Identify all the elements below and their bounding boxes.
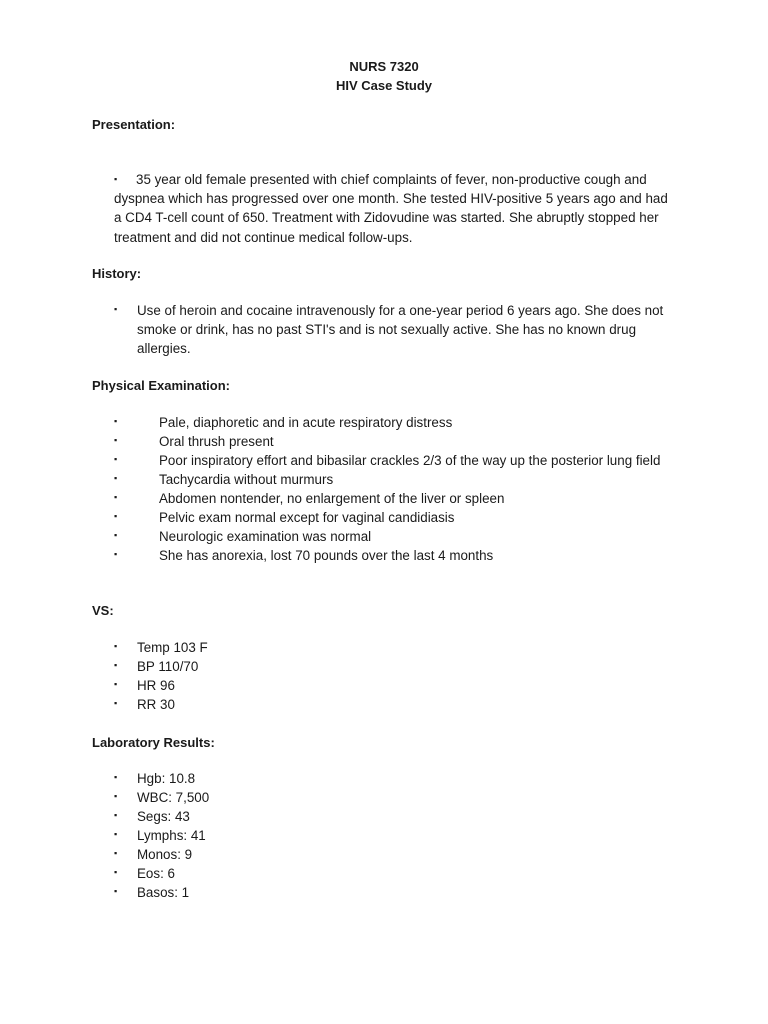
list-item-text: Tachycardia without murmurs — [159, 472, 334, 487]
bullet-icon: ▪ — [114, 848, 118, 858]
list-item-text: Segs: 43 — [137, 809, 190, 824]
list-item — [114, 845, 537, 864]
list-item — [114, 301, 677, 358]
list-item — [114, 413, 679, 432]
bullet-icon: ▪ — [114, 304, 118, 314]
list-item — [114, 508, 679, 527]
bullet-icon: ▪ — [114, 641, 118, 651]
presentation-text: 35 year old female presented with chief complaints of fever, non-productive cough and dyspnea which has progressed over one month. She tested HIV-positive 5 years ago and had a CD4 T-cell count of 650. Treatment with Zidovudine was started. She abruptly stopped her treatment and did not continue medical follow-ups. — [114, 172, 668, 245]
list-item-text: BP 110/70 — [137, 659, 199, 674]
bullet-icon: ▪ — [114, 772, 118, 782]
bullet-icon: ▪ — [114, 454, 118, 464]
history-list — [114, 301, 677, 358]
list-item-text: Poor inspiratory effort and bibasilar crackles 2/3 of the way up the posterior lung field — [159, 453, 661, 468]
lab-results-list — [114, 769, 537, 902]
bullet-icon: ▪ — [114, 174, 118, 184]
list-item — [114, 676, 537, 695]
presentation-heading: Presentation: — [92, 117, 176, 132]
list-item — [114, 489, 679, 508]
physical-exam-heading: Physical Examination: — [92, 378, 230, 393]
list-item — [114, 527, 679, 546]
list-item — [114, 826, 537, 845]
bullet-icon: ▪ — [114, 660, 118, 670]
bullet-icon: ▪ — [114, 698, 118, 708]
document-title: HIV Case Study — [335, 78, 433, 93]
list-item-text: Abdomen nontender, no enlargement of the liver or spleen — [159, 491, 505, 506]
bullet-icon: ▪ — [114, 679, 118, 689]
list-item-text: Monos: 9 — [137, 847, 193, 862]
list-item-text: She has anorexia, lost 70 pounds over the last 4 months — [159, 548, 494, 563]
list-item-text: HR 96 — [137, 678, 175, 693]
bullet-icon: ▪ — [114, 829, 118, 839]
list-item — [114, 638, 537, 657]
bullet-icon: ▪ — [114, 791, 118, 801]
list-item — [114, 864, 537, 883]
list-item — [114, 807, 537, 826]
list-item — [114, 451, 679, 470]
list-item-text: RR 30 — [137, 697, 175, 712]
bullet-icon: ▪ — [114, 435, 118, 445]
course-title: NURS 7320 — [349, 59, 419, 74]
list-item-text: Temp 103 F — [137, 640, 208, 655]
bullet-icon: ▪ — [114, 886, 118, 896]
vital-signs-list — [114, 638, 537, 714]
list-item — [114, 695, 537, 714]
list-item — [114, 657, 537, 676]
bullet-icon: ▪ — [114, 492, 118, 502]
list-item — [114, 470, 679, 489]
list-item-text: Eos: 6 — [137, 866, 175, 881]
list-item — [114, 883, 537, 902]
bullet-icon: ▪ — [114, 530, 118, 540]
list-item-text: Hgb: 10.8 — [137, 771, 196, 786]
list-item-text: Use of heroin and cocaine intravenously for a one-year period 6 years ago. She does not smoke or drink, has no past STI's and is not sexually active. She has no known drug allergies. — [137, 303, 664, 356]
presentation-paragraph — [114, 170, 674, 247]
bullet-icon: ▪ — [114, 810, 118, 820]
physical-exam-list — [114, 413, 679, 565]
list-item-text: Lymphs: 41 — [137, 828, 206, 843]
list-item — [114, 769, 537, 788]
list-item-text: Oral thrush present — [159, 434, 274, 449]
bullet-icon: ▪ — [114, 473, 118, 483]
list-item-text: Pelvic exam normal except for vaginal candidiasis — [159, 510, 455, 525]
bullet-icon: ▪ — [114, 416, 118, 426]
list-item-text: Neurologic examination was normal — [159, 529, 372, 544]
list-item — [114, 546, 679, 565]
lab-results-heading: Laboratory Results: — [92, 735, 215, 750]
list-item-text: Pale, diaphoretic and in acute respiratory distress — [159, 415, 453, 430]
list-item — [114, 432, 679, 451]
bullet-icon: ▪ — [114, 549, 118, 559]
list-item-text: WBC: 7,500 — [137, 790, 210, 805]
bullet-icon: ▪ — [114, 867, 118, 877]
bullet-icon: ▪ — [114, 511, 118, 521]
list-item — [114, 788, 537, 807]
list-item-text: Basos: 1 — [137, 885, 190, 900]
vital-signs-heading: VS: — [92, 603, 114, 618]
history-heading: History: — [92, 266, 142, 281]
